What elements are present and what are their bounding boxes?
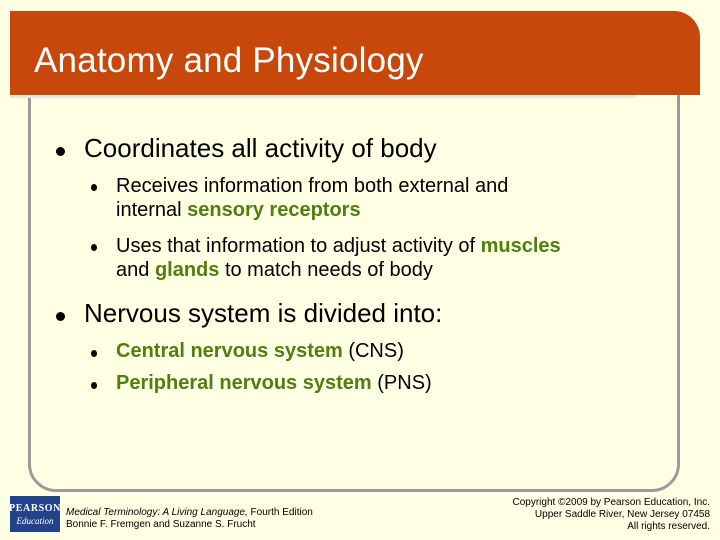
logo-text-pearson: PEARSON [9, 502, 61, 514]
text-fragment: Uses that information to adjust activity of [116, 235, 481, 257]
text-fragment: internal [116, 199, 188, 221]
sub-bullet-uses [116, 234, 561, 282]
title-bar [10, 11, 700, 95]
bullet-nervous-system: Nervous system is divided into: [84, 298, 443, 328]
highlight-cns: Central nervous system [116, 340, 343, 362]
text-fragment: (CNS) [342, 340, 404, 362]
sub-bullet-dot [91, 382, 97, 389]
logo-text-education: Education [16, 515, 54, 526]
book-title: Medical Terminology: A Living Language, [66, 507, 248, 518]
sub-bullet-text [116, 234, 561, 258]
sub-bullet-text-line2 [116, 198, 508, 222]
sub-bullet-text-line2 [116, 258, 561, 282]
text-fragment: and [116, 259, 155, 281]
title-divider [10, 95, 636, 98]
sub-bullet-cns [116, 339, 404, 363]
slide-title: Anatomy and Physiology [34, 41, 424, 80]
sub-bullet-text: Receives information from both external and [116, 175, 509, 197]
sub-bullet-dot [91, 244, 97, 251]
sub-bullet-dot [91, 350, 97, 357]
footer-copyright [513, 497, 711, 533]
highlight-sensory-receptors: sensory receptors [187, 199, 361, 221]
highlight-muscles: muscles [480, 235, 561, 257]
book-authors: Bonnie F. Fremgen and Suzanne S. Frucht [66, 519, 256, 530]
bullet-coordinates: Coordinates all activity of body [84, 133, 437, 163]
sub-bullet-dot [91, 184, 97, 191]
copyright-rights: All rights reserved. [627, 521, 710, 532]
copyright-line: Copyright ©2009 by Pearson Education, Inc. [512, 497, 710, 508]
copyright-address: Upper Saddle River, New Jersey 07458 [534, 509, 710, 520]
pearson-logo [10, 496, 60, 532]
book-edition: Fourth Edition [247, 507, 313, 518]
text-fragment: to match needs of body [219, 259, 433, 281]
bullet-dot [56, 312, 65, 321]
highlight-glands: glands [154, 259, 220, 281]
footer-book-title-line [66, 507, 313, 519]
text-fragment: (PNS) [371, 372, 432, 394]
bullet-dot [56, 147, 65, 156]
sub-bullet-pns [116, 371, 432, 395]
footer-book-info [66, 507, 313, 531]
highlight-pns: Peripheral nervous system [116, 372, 372, 394]
sub-bullet-receives [116, 174, 508, 222]
